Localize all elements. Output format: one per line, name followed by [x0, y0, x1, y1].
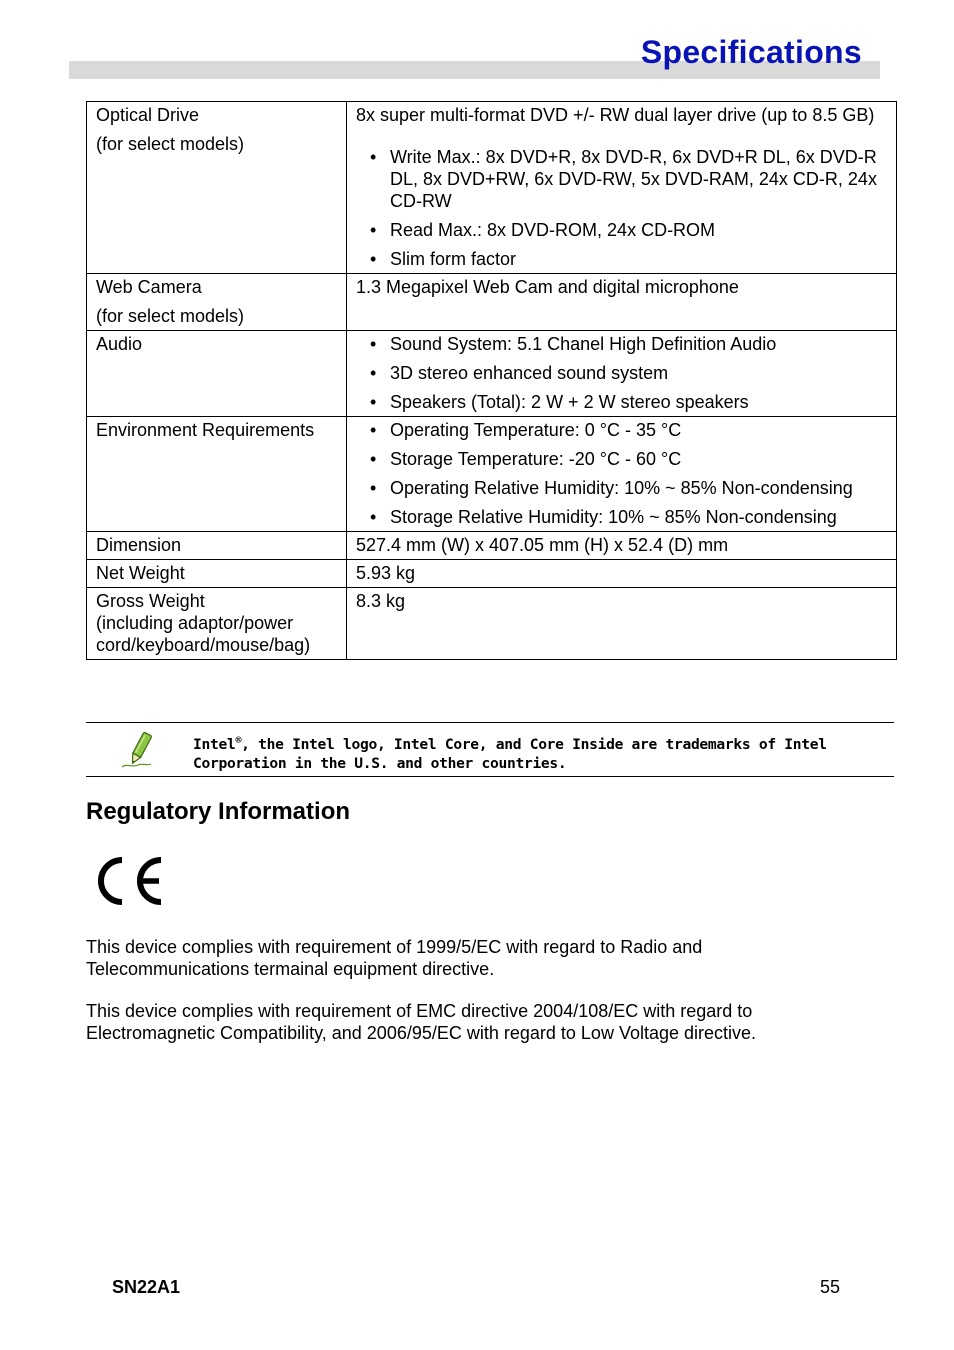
page-number: 55	[820, 1277, 841, 1297]
trademark-text	[193, 731, 883, 773]
table-row	[87, 532, 897, 560]
row-value	[347, 417, 897, 532]
row-label	[87, 532, 347, 560]
label-line: Net Weight	[96, 563, 185, 583]
label-line: cord/keyboard/mouse/bag)	[96, 635, 311, 655]
row-value	[347, 102, 897, 274]
table-row	[87, 417, 897, 532]
row-value	[347, 331, 897, 417]
list-item: • Read Max.: 8x DVD-ROM, 24x CD-ROM	[356, 219, 887, 241]
list-item: • Operating Relative Humidity: 10% ~ 85% Non-condensing	[356, 477, 887, 499]
table-row	[87, 274, 897, 331]
row-value: 1.3 Megapixel Web Cam and digital microphone	[347, 274, 897, 331]
row-label	[87, 588, 347, 660]
page-title: Specifications	[640, 34, 862, 70]
table-row	[87, 102, 897, 274]
row-label	[87, 102, 347, 274]
bullet-list	[356, 419, 887, 528]
row-value: 527.4 mm (W) x 407.05 mm (H) x 52.4 (D) mm	[347, 532, 897, 560]
trademark-body: , the Intel logo, Intel Core, and Core Inside are trademarks of Intel Corporation in the U.S. and other countries.	[193, 735, 827, 772]
list-item: • Slim form factor	[356, 248, 887, 270]
list-item: • 3D stereo enhanced sound system	[356, 362, 887, 384]
regulatory-paragraph: This device complies with requirement of 1999/5/EC with regard to Radio and Telecommunications termainal equipment directive.	[86, 937, 703, 979]
label-line: Audio	[96, 334, 143, 354]
label-line: (for select models)	[96, 306, 245, 326]
list-item: • Operating Temperature: 0 °C - 35 °C	[356, 419, 887, 441]
row-value: 5.93 kg	[347, 560, 897, 588]
bullet-list	[356, 146, 887, 270]
label-line: Gross Weight	[96, 591, 205, 611]
section-heading: Regulatory Information	[86, 798, 351, 825]
pencil-note-icon	[120, 730, 154, 770]
list-item: • Storage Temperature: -20 °C - 60 °C	[356, 448, 887, 470]
label-line: (including adaptor/power	[96, 613, 294, 633]
footer-model: SN22A1	[112, 1277, 181, 1297]
row-value: 8.3 kg	[347, 588, 897, 660]
table-row	[87, 560, 897, 588]
list-item: • Speakers (Total): 2 W + 2 W stereo speakers	[356, 391, 887, 413]
trademark-brand: Intel	[193, 735, 236, 753]
label-line: Optical Drive	[96, 105, 200, 125]
list-item: • Sound System: 5.1 Chanel High Definition Audio	[356, 333, 887, 355]
label-line: Dimension	[96, 535, 182, 555]
row-label	[87, 560, 347, 588]
table-row	[87, 588, 897, 660]
list-item: • Write Max.: 8x DVD+R, 8x DVD-R, 6x DVD+R DL, 6x DVD-R DL, 8x DVD+RW, 6x DVD-RW, 5x DVD-RAM, 24x CD-R, 24x CD-RW	[356, 146, 887, 212]
row-label	[87, 274, 347, 331]
ce-mark-icon	[88, 850, 170, 912]
table-row	[87, 331, 897, 417]
label-line: Environment Requirements	[96, 420, 315, 440]
row-label	[87, 331, 347, 417]
label-line: Web Camera	[96, 277, 202, 297]
row-label	[87, 417, 347, 532]
bullet-list	[356, 333, 887, 413]
value-text: 8x super multi-format DVD +/- RW dual layer drive (up to 8.5 GB)	[356, 105, 875, 125]
trademark-note	[86, 722, 894, 777]
specifications-table	[86, 101, 897, 660]
list-item: • Storage Relative Humidity: 10% ~ 85% Non-condensing	[356, 506, 887, 528]
registered-mark: ®	[235, 735, 242, 746]
label-line: (for select models)	[96, 134, 245, 154]
regulatory-paragraph: This device complies with requirement of EMC directive 2004/108/EC with regard to Electromagnetic Compatibility, and 2006/95/EC with regard to Low Voltage directive.	[86, 1001, 757, 1043]
